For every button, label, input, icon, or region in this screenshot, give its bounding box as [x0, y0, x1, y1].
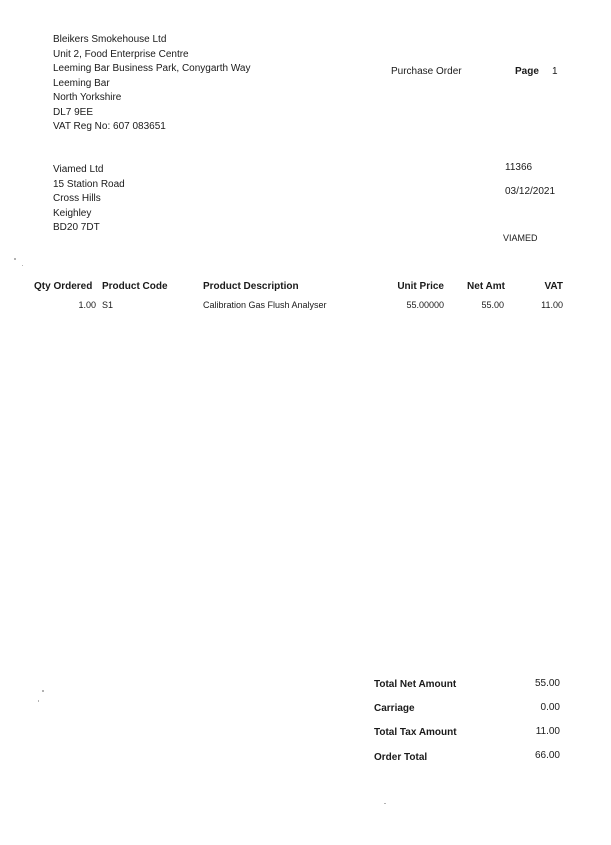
recipient-address	[53, 163, 125, 236]
page-label: Page	[515, 66, 539, 77]
carriage-label: Carriage	[374, 703, 415, 714]
sender-line: Unit 2, Food Enterprise Centre	[53, 48, 189, 60]
recipient-line: Keighley	[53, 207, 92, 219]
row-description: Calibration Gas Flush Analyser	[203, 300, 327, 310]
col-header-net-amt: Net Amt	[467, 281, 505, 292]
recipient-line: Cross Hills	[53, 193, 101, 204]
order-total-label: Order Total	[374, 752, 428, 763]
page-number: 1	[552, 66, 558, 77]
row-vat: 11.00	[541, 300, 563, 310]
sender-line: DL7 9EE	[53, 106, 94, 118]
scan-speck	[38, 700, 39, 702]
row-net-amt: 55.00	[481, 300, 504, 310]
sender-line: Bleikers Smokehouse Ltd	[53, 34, 167, 45]
row-unit-price: 55.00000	[406, 300, 444, 310]
row-qty: 1.00	[78, 300, 96, 310]
col-header-code: Product Code	[102, 281, 168, 292]
col-header-description: Product Description	[203, 281, 299, 292]
total-tax-value: 11.00	[535, 726, 560, 737]
scan-speck	[42, 690, 44, 692]
sender-address	[53, 33, 251, 135]
recipient-line: Viamed Ltd	[53, 164, 104, 175]
col-header-qty: Qty Ordered	[34, 281, 93, 292]
scan-speck	[14, 258, 16, 260]
order-total-value: 66.00	[534, 750, 560, 761]
total-net-value: 55.00	[534, 678, 560, 689]
col-header-unit-price: Unit Price	[397, 281, 444, 292]
document-type: Purchase Order	[391, 66, 462, 77]
total-net-label: Total Net Amount	[374, 679, 457, 690]
carriage-value: 0.00	[540, 702, 560, 713]
account-reference: VIAMED	[503, 233, 538, 243]
order-date: 03/12/2021	[505, 186, 556, 197]
total-tax-label: Total Tax Amount	[374, 727, 457, 738]
scan-speck	[22, 265, 23, 266]
row-code: S1	[102, 300, 114, 310]
sender-line: North Yorkshire	[53, 92, 122, 103]
sender-vat-number: VAT Reg No: 607 083651	[53, 121, 166, 132]
scan-speck	[384, 803, 386, 804]
order-number: 11366	[505, 162, 533, 173]
col-header-vat: VAT	[544, 281, 563, 292]
recipient-line: BD20 7DT	[53, 222, 100, 233]
sender-line: Leeming Bar	[53, 77, 110, 89]
sender-line: Leeming Bar Business Park, Conygarth Way	[53, 63, 251, 74]
recipient-line: 15 Station Road	[53, 178, 125, 190]
